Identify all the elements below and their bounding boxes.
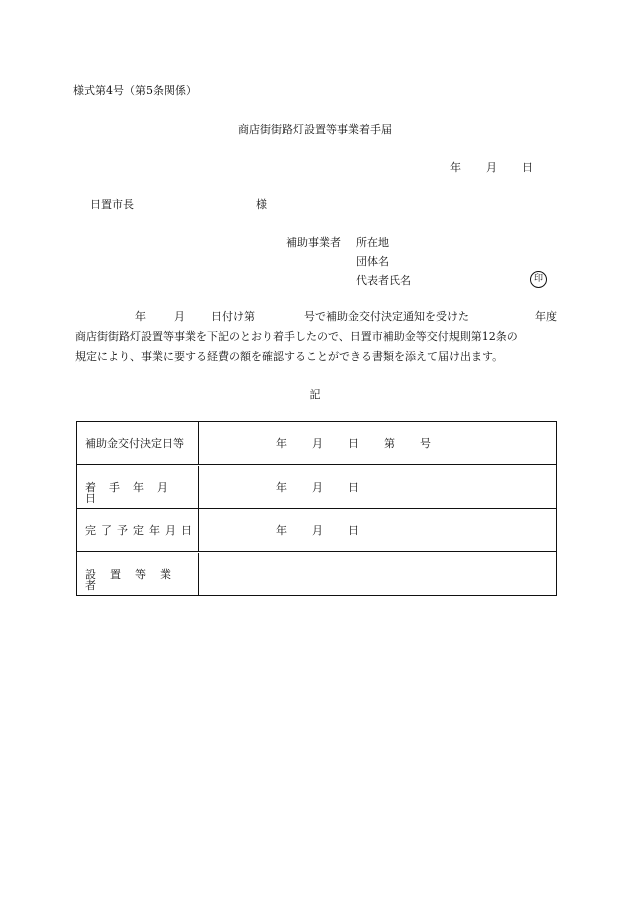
row-label: 着手年月日 xyxy=(85,481,181,505)
cell-day: 日 xyxy=(348,481,359,494)
date-day-label: 日 xyxy=(522,161,533,174)
cell-month: 月 xyxy=(312,524,323,537)
row-label-cell xyxy=(77,553,199,596)
table-row xyxy=(77,509,556,552)
cell-day: 日 xyxy=(348,524,359,537)
cell-dai: 第 xyxy=(384,437,395,450)
table-row xyxy=(77,422,556,465)
form-number: 様式第4号（第5条関係） xyxy=(73,84,197,97)
date-year-label: 年 xyxy=(450,161,461,174)
body-fiscal-year: 年度 xyxy=(535,310,557,323)
cell-day: 日 xyxy=(348,437,359,450)
cell-year: 年 xyxy=(276,481,287,494)
cell-go: 号 xyxy=(420,437,431,450)
detail-table xyxy=(76,421,557,596)
row-label-cell xyxy=(77,509,199,551)
body-year: 年 xyxy=(135,310,146,323)
row-label-cell xyxy=(77,466,199,508)
row-label: 完了予定年月日 xyxy=(85,524,197,537)
group-name-label: 団体名 xyxy=(356,255,389,268)
cell-month: 月 xyxy=(312,437,323,450)
seal-mark: 印 xyxy=(530,271,547,288)
address-label: 所在地 xyxy=(356,236,389,249)
honorific: 様 xyxy=(256,198,267,211)
row-label: 補助金交付決定日等 xyxy=(85,437,184,450)
body-line-2: 商店街街路灯設置等事業を下記のとおり着手したので、日置市補助金等交付規則第12条の xyxy=(75,330,518,343)
date-month-label: 月 xyxy=(486,161,497,174)
table-row xyxy=(77,553,556,596)
body-dated-no: 日付け第 xyxy=(211,310,255,323)
body-line-3: 規定により、事業に要する経費の額を確認することができる書類を添えて届け出ます。 xyxy=(75,350,504,363)
addressee: 日置市長 xyxy=(90,198,134,211)
body-month: 月 xyxy=(174,310,185,323)
applicant-label: 補助事業者 xyxy=(286,236,341,249)
cell-year: 年 xyxy=(276,437,287,450)
table-row xyxy=(77,466,556,509)
cell-month: 月 xyxy=(312,481,323,494)
cell-year: 年 xyxy=(276,524,287,537)
row-label-cell xyxy=(77,422,199,464)
document-title: 商店街街路灯設置等事業着手届 xyxy=(238,123,392,136)
body-notice-text: 号で補助金交付決定通知を受けた xyxy=(304,310,469,323)
row-label: 設置等業者 xyxy=(85,568,185,592)
ki-heading: 記 xyxy=(309,388,321,401)
representative-label: 代表者氏名 xyxy=(356,274,411,287)
